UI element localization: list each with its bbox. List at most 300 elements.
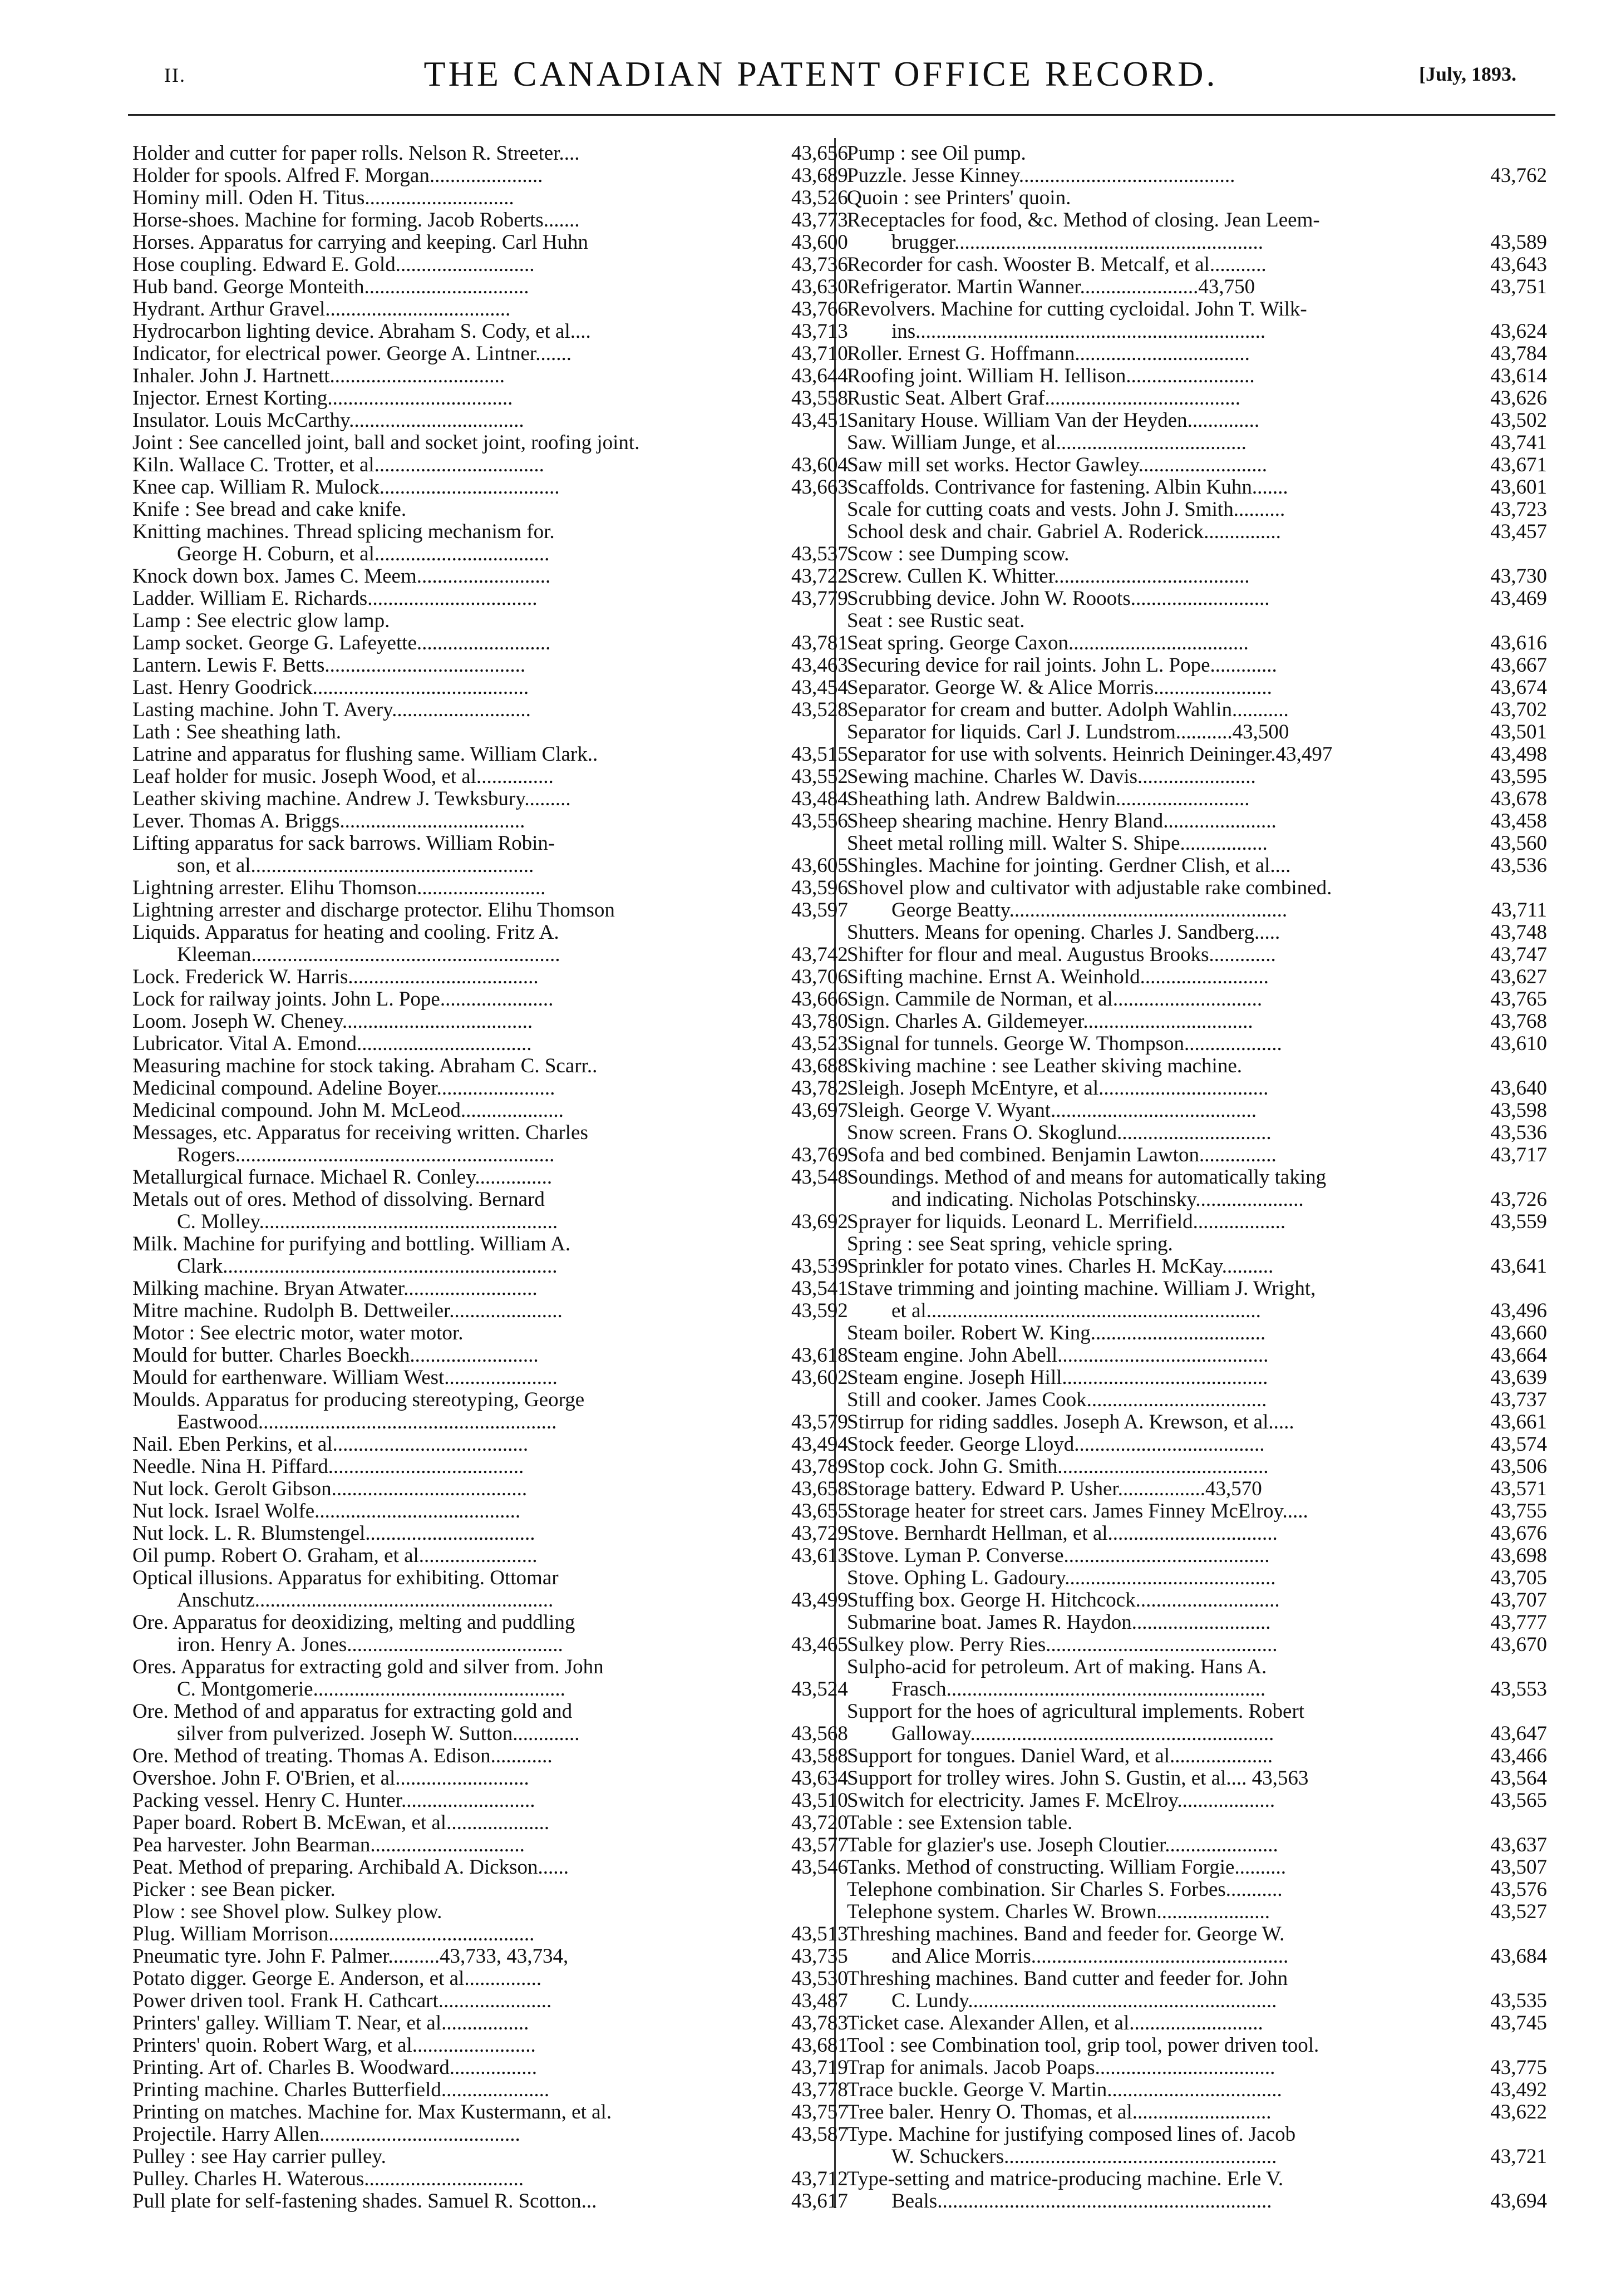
- entry-text: Ore. Apparatus for deoxidizing, melting and puddling: [132, 1612, 575, 1634]
- index-entry: [132, 321, 867, 343]
- index-entry: [847, 565, 1548, 588]
- entry-text: Scaffolds. Contrivance for fastening. Albin Kuhn.......: [847, 476, 1288, 499]
- entry-text: Saw mill set works. Hector Gawley.........................: [847, 454, 1267, 476]
- index-entry: [847, 1344, 1548, 1367]
- index-entry: [847, 1678, 1548, 1701]
- patent-number: 43,719: [791, 2057, 848, 2079]
- index-entry: [847, 610, 1548, 632]
- entry-text: Stock feeder. George Lloyd.....................................: [847, 1433, 1265, 1456]
- entry-text: Packing vessel. Henry C. Hunter..........................: [132, 1790, 535, 1812]
- patent-number: 43,610: [1490, 1033, 1547, 1055]
- patent-number: 43,777: [1490, 1612, 1547, 1634]
- patent-number: 43,784: [1490, 343, 1547, 365]
- patent-number: 43,667: [1490, 654, 1547, 677]
- index-entry: [847, 1100, 1548, 1122]
- entry-text: Messages, etc. Apparatus for receiving written. Charles: [132, 1122, 588, 1144]
- index-entry: [132, 209, 867, 231]
- index-entry: [132, 432, 867, 454]
- entry-text: Sofa and bed combined. Benjamin Lawton...............: [847, 1144, 1277, 1166]
- index-entry: [132, 165, 867, 187]
- patent-number: 43,541: [791, 1278, 848, 1300]
- entry-text: Milk. Machine for purifying and bottling. William A.: [132, 1233, 571, 1255]
- entry-text: Eastwood..........................................................: [177, 1411, 557, 1433]
- index-entry: [847, 432, 1548, 454]
- index-entry: [132, 1344, 867, 1367]
- entry-text: Separator for cream and butter. Adolph Wahlin...........: [847, 699, 1289, 721]
- index-entry: [132, 1255, 867, 1278]
- entry-text: Roller. Ernest G. Hoffmann..................................: [847, 343, 1250, 365]
- patent-number: 43,597: [791, 899, 848, 922]
- patent-number: 43,589: [1490, 231, 1547, 254]
- entry-text: Telephone system. Charles W. Brown......................: [847, 1901, 1270, 1923]
- index-entry: [132, 788, 867, 810]
- entry-text: Type. Machine for justifying composed lines of. Jacob: [847, 2123, 1296, 2146]
- entry-text: Beals.................................................................: [891, 2190, 1272, 2213]
- entry-text: Threshing machines. Band cutter and feeder for. John: [847, 1968, 1288, 1990]
- index-entry: [847, 2034, 1548, 2057]
- index-entry: [132, 1189, 867, 1211]
- index-entry: [847, 1634, 1548, 1656]
- right-column: [847, 142, 1547, 2213]
- page-number: II.: [164, 64, 186, 86]
- patent-number: 43,663: [791, 476, 848, 499]
- index-entry: [132, 2190, 867, 2213]
- entry-text: Trace buckle. George V. Martin..................................: [847, 2079, 1282, 2101]
- index-entry: [847, 1255, 1548, 1278]
- patent-number: 43,601: [1490, 476, 1547, 499]
- patent-number: 43,602: [791, 1367, 848, 1389]
- entry-text: brugger............................................................: [891, 231, 1264, 254]
- entry-text: Mould for earthenware. William West......................: [132, 1367, 558, 1389]
- entry-text: Receptacles for food, &c. Method of closing. Jean Leem-: [847, 209, 1320, 231]
- patent-number: 43,507: [1490, 1856, 1547, 1879]
- patent-number: 43,457: [1490, 521, 1547, 543]
- entry-text: Printing machine. Charles Butterfield.....................: [132, 2079, 550, 2101]
- index-entry: [132, 632, 867, 654]
- index-entry: [132, 588, 867, 610]
- patent-number: 43,707: [1490, 1589, 1547, 1612]
- index-entry: [132, 2168, 867, 2190]
- entry-text: George Beatty......................................................: [891, 899, 1288, 922]
- index-entry: [847, 2123, 1548, 2146]
- entry-text: Nut lock. Israel Wolfe........................................: [132, 1500, 521, 1523]
- index-entry: [132, 1300, 867, 1322]
- patent-number: 43,618: [791, 1344, 848, 1367]
- index-entry: [132, 1478, 867, 1500]
- patent-number: 43,536: [1490, 1122, 1547, 1144]
- entry-text: Potato digger. George E. Anderson, et al...............: [132, 1968, 542, 1990]
- index-entry: [132, 1634, 867, 1656]
- index-entry: [847, 1500, 1548, 1523]
- patent-number: 43,539: [791, 1255, 848, 1278]
- patent-number: 43,745: [1490, 2012, 1547, 2034]
- entry-text: Plug. William Morrison........................................: [132, 1923, 535, 1945]
- index-entry: [132, 699, 867, 721]
- index-entry: [132, 1968, 867, 1990]
- patent-number: 43,729: [791, 1523, 848, 1545]
- entry-text: C. Lundy............................................................: [891, 1990, 1277, 2012]
- patent-number: 43,783: [791, 2012, 848, 2034]
- entry-text: Support for the hoes of agricultural implements. Robert: [847, 1701, 1305, 1723]
- index-entry: [847, 209, 1548, 231]
- index-entry: [132, 1433, 867, 1456]
- patent-number: 43,574: [1490, 1433, 1547, 1456]
- entry-text: Rogers..............................................................: [177, 1144, 555, 1166]
- entry-text: Hydrocarbon lighting device. Abraham S. Cody, et al....: [132, 321, 591, 343]
- entry-text: Steam engine. Joseph Hill........................................: [847, 1367, 1268, 1389]
- index-entry: [132, 922, 867, 944]
- patent-number: 43,674: [1490, 677, 1547, 699]
- index-entry: [132, 410, 867, 432]
- entry-text: Scow : see Dumping scow.: [847, 543, 1070, 565]
- entry-text: Needle. Nina H. Piffard......................................: [132, 1456, 524, 1478]
- index-entry: [847, 1567, 1548, 1589]
- patent-number: 43,782: [791, 1077, 848, 1100]
- index-entry: [132, 2012, 867, 2034]
- entry-text: Indicator, for electrical power. George A. Lintner.......: [132, 343, 571, 365]
- entry-text: Motor : See electric motor, water motor.: [132, 1322, 464, 1344]
- entry-text: Securing device for rail joints. John L. Pope.............: [847, 654, 1277, 677]
- index-entry: [847, 2012, 1548, 2034]
- patent-number: 43,641: [1490, 1255, 1547, 1278]
- patent-number: 43,515: [791, 743, 848, 766]
- entry-text: Ore. Method of treating. Thomas A. Edison............: [132, 1745, 553, 1767]
- index-entry: [847, 1166, 1548, 1189]
- entry-text: ins....................................................................: [891, 321, 1266, 343]
- index-entry: [132, 2101, 867, 2123]
- patent-number: 43,587: [791, 2123, 848, 2146]
- patent-number: 43,451: [791, 410, 848, 432]
- index-entry: [847, 1523, 1548, 1545]
- index-entry: [847, 632, 1548, 654]
- patent-number: 43,655: [791, 1500, 848, 1523]
- entry-text: Pump : see Oil pump.: [847, 142, 1026, 165]
- patent-number: 43,775: [1490, 2057, 1547, 2079]
- patent-number: 43,630: [791, 276, 848, 298]
- entry-text: Sifting machine. Ernst A. Weinhold.........................: [847, 966, 1269, 988]
- entry-text: Table for glazier's use. Joseph Cloutier......................: [847, 1834, 1278, 1856]
- entry-text: C. Molley..........................................................: [177, 1211, 558, 1233]
- index-entry: [132, 1122, 867, 1144]
- index-entry: [132, 387, 867, 410]
- entry-text: Knock down box. James C. Meem..........................: [132, 565, 551, 588]
- entry-text: Tree baler. Henry O. Thomas, et al...........................: [847, 2101, 1272, 2123]
- entry-text: Screw. Cullen K. Whitter......................................: [847, 565, 1250, 588]
- patent-number: 43,579: [791, 1411, 848, 1433]
- entry-text: Lamp socket. George G. Lafeyette..........................: [132, 632, 551, 654]
- patent-number: 43,502: [1490, 410, 1547, 432]
- entry-text: Lever. Thomas A. Briggs....................................: [132, 810, 525, 832]
- entry-text: Leaf holder for music. Joseph Wood, et al...............: [132, 766, 554, 788]
- index-entry: [847, 254, 1548, 276]
- patent-number: 43,661: [1490, 1411, 1547, 1433]
- index-entry: [847, 165, 1548, 187]
- index-entry: [132, 610, 867, 632]
- entry-text: Lightning arrester. Elihu Thomson.........................: [132, 877, 546, 899]
- patent-number: 43,548: [791, 1166, 848, 1189]
- patent-number: 43,681: [791, 2034, 848, 2057]
- patent-number: 43,616: [1490, 632, 1547, 654]
- entry-text: Sulpho-acid for petroleum. Art of making. Hans A.: [847, 1656, 1267, 1678]
- index-entry: [132, 654, 867, 677]
- patent-number: 43,705: [1490, 1567, 1547, 1589]
- index-entry: [847, 721, 1548, 743]
- patent-number: 43,720: [791, 1812, 848, 1834]
- index-entry: [132, 2079, 867, 2101]
- index-entry: [847, 1389, 1548, 1411]
- index-entry: [132, 1656, 867, 1678]
- index-entry: [847, 1656, 1548, 1678]
- entry-text: Latrine and apparatus for flushing same. William Clark..: [132, 743, 598, 766]
- index-entry: [847, 1411, 1548, 1433]
- index-entry: [847, 1589, 1548, 1612]
- index-entry: [132, 944, 867, 966]
- index-entry: [132, 1589, 867, 1612]
- index-entry: [847, 1278, 1548, 1300]
- index-entry: [847, 654, 1548, 677]
- index-entry: [132, 1767, 867, 1790]
- index-entry: [847, 766, 1548, 788]
- index-entry: [847, 410, 1548, 432]
- entry-text: Milking machine. Bryan Atwater..........................: [132, 1278, 538, 1300]
- entry-text: Lightning arrester and discharge protector. Elihu Thomson: [132, 899, 615, 922]
- entry-text: Lock for railway joints. John L. Pope......................: [132, 988, 554, 1011]
- patent-number: 43,736: [791, 254, 848, 276]
- entry-text: Sprinkler for potato vines. Charles H. McKay..........: [847, 1255, 1274, 1278]
- patent-number: 43,741: [1490, 432, 1547, 454]
- entry-text: son, et al.......................................................: [177, 855, 534, 877]
- index-entry: [847, 1945, 1548, 1968]
- entry-text: Scale for cutting coats and vests. John J. Smith..........: [847, 499, 1285, 521]
- entry-text: Leather skiving machine. Andrew J. Tewksbury.........: [132, 788, 571, 810]
- index-entry: [132, 499, 867, 521]
- entry-text: Paper board. Robert B. McEwan, et al....................: [132, 1812, 550, 1834]
- patent-number: 43,626: [1490, 387, 1547, 410]
- entry-text: Ladder. William E. Richards.................................: [132, 588, 538, 610]
- patent-number: 43,730: [1490, 565, 1547, 588]
- patent-number: 43,469: [1490, 588, 1547, 610]
- patent-number: 43,735: [791, 1945, 848, 1968]
- entry-text: Nail. Eben Perkins, et al......................................: [132, 1433, 529, 1456]
- entry-text: Sign. Cammile de Norman, et al.............................: [847, 988, 1263, 1011]
- index-entry: [132, 1144, 867, 1166]
- index-entry: [847, 1011, 1548, 1033]
- entry-text: Hydrant. Arthur Gravel....................................: [132, 298, 511, 321]
- entry-text: Submarine boat. James R. Haydon...........................: [847, 1612, 1271, 1634]
- index-entry: [847, 699, 1548, 721]
- index-entry: [847, 454, 1548, 476]
- entry-text: and indicating. Nicholas Potschinsky.....................: [891, 1189, 1304, 1211]
- patent-number: 43,568: [791, 1723, 848, 1745]
- patent-number: 43,528: [791, 699, 848, 721]
- index-entry: [847, 1456, 1548, 1478]
- patent-number: 43,501: [1490, 721, 1547, 743]
- entry-text: Measuring machine for stock taking. Abraham C. Scarr..: [132, 1055, 598, 1077]
- patent-number: 43,656: [791, 142, 848, 165]
- entry-text: Nut lock. L. R. Blumstengel.................................: [132, 1523, 535, 1545]
- entry-text: Lubricator. Vital A. Emond..................................: [132, 1033, 532, 1055]
- entry-text: Pulley. Charles H. Waterous...............................: [132, 2168, 524, 2190]
- index-entry: [132, 988, 867, 1011]
- patent-number: 43,706: [791, 966, 848, 988]
- index-entry: [132, 1812, 867, 1834]
- index-entry: [132, 543, 867, 565]
- index-entry: [132, 855, 867, 877]
- patent-number: 43,465: [791, 1634, 848, 1656]
- entry-text: Insulator. Louis McCarthy..................................: [132, 410, 524, 432]
- index-entry: [132, 2123, 867, 2146]
- patent-number: 43,742: [791, 944, 848, 966]
- entry-text: Anschutz..........................................................: [177, 1589, 554, 1612]
- entry-text: Scrubbing device. John W. Rooots...........................: [847, 588, 1270, 610]
- index-entry: [847, 476, 1548, 499]
- patent-number: 43,779: [791, 588, 848, 610]
- entry-text: Medicinal compound. Adeline Boyer.......................: [132, 1077, 555, 1100]
- index-entry: [847, 810, 1548, 832]
- patent-number: 43,773: [791, 209, 848, 231]
- index-entry: [132, 1701, 867, 1723]
- entry-text: Separator. George W. & Alice Morris.......................: [847, 677, 1272, 699]
- entry-text: Sewing machine. Charles W. Davis.......................: [847, 766, 1256, 788]
- index-entry: [847, 1300, 1548, 1322]
- index-entry: [132, 1834, 867, 1856]
- patent-number: 43,678: [1490, 788, 1547, 810]
- index-entry: [847, 2190, 1548, 2213]
- index-entry: [847, 543, 1548, 565]
- patent-number: 43,487: [791, 1990, 848, 2012]
- index-entry: [847, 2079, 1548, 2101]
- entry-text: Pull plate for self-fastening shades. Samuel R. Scotton...: [132, 2190, 597, 2213]
- index-entry: [132, 677, 867, 699]
- patent-number: 43,604: [791, 454, 848, 476]
- patent-number: 43,755: [1490, 1500, 1547, 1523]
- entry-text: Metallurgical furnace. Michael R. Conley...............: [132, 1166, 553, 1189]
- patent-number: 43,768: [1490, 1011, 1547, 1033]
- patent-number: 43,524: [791, 1678, 848, 1701]
- entry-text: Sign. Charles A. Gildemeyer.................................: [847, 1011, 1253, 1033]
- patent-number: 43,639: [1490, 1367, 1547, 1389]
- entry-text: Lath : See sheathing lath.: [132, 721, 342, 743]
- index-entry: [132, 1278, 867, 1300]
- entry-text: Steam engine. John Abell.........................................: [847, 1344, 1269, 1367]
- patent-number: 43,780: [791, 1011, 848, 1033]
- entry-text: Telephone combination. Sir Charles S. Forbes...........: [847, 1879, 1283, 1901]
- index-entry: [847, 321, 1548, 343]
- patent-number: 43,559: [1490, 1211, 1547, 1233]
- index-entry: [847, 855, 1548, 877]
- entry-text: et al.................................................................: [891, 1300, 1261, 1322]
- entry-text: Stove. Bernhardt Hellman, et al.................................: [847, 1523, 1278, 1545]
- entry-text: Pea harvester. John Bearman..............................: [132, 1834, 525, 1856]
- patent-number: 43,640: [1490, 1077, 1547, 1100]
- index-entry: [132, 276, 867, 298]
- patent-number: 43,660: [1490, 1322, 1547, 1344]
- index-entry: [132, 476, 867, 499]
- index-entry: [132, 1233, 867, 1255]
- entry-text: Soundings. Method of and means for automatically taking: [847, 1166, 1327, 1189]
- entry-text: Moulds. Apparatus for producing stereotyping, George: [132, 1389, 585, 1411]
- index-entry: [847, 899, 1548, 922]
- entry-text: Trap for animals. Jacob Poaps...................................: [847, 2057, 1275, 2079]
- entry-text: Tool : see Combination tool, grip tool, power driven tool.: [847, 2034, 1319, 2057]
- index-entry: [847, 1968, 1548, 1990]
- index-entry: [132, 1545, 867, 1567]
- entry-text: W. Schuckers.....................................................: [891, 2146, 1277, 2168]
- patent-number: 43,600: [791, 231, 848, 254]
- entry-text: Power driven tool. Frank H. Cathcart......................: [132, 1990, 552, 2012]
- entry-text: Table : see Extension table.: [847, 1812, 1073, 1834]
- index-entry: [132, 1856, 867, 1879]
- patent-number: 43,596: [791, 877, 848, 899]
- patent-number: 43,536: [1490, 855, 1547, 877]
- patent-number: 43,694: [1490, 2190, 1547, 2213]
- index-entry: [132, 2057, 867, 2079]
- patent-number: 43,506: [1490, 1456, 1547, 1478]
- entry-text: Joint : See cancelled joint, ball and socket joint, roofing joint.: [132, 432, 640, 454]
- entry-text: Picker : see Bean picker.: [132, 1879, 336, 1901]
- index-entry: [847, 343, 1548, 365]
- index-entry: [132, 1790, 867, 1812]
- index-entry: [132, 1166, 867, 1189]
- entry-text: Still and cooker. James Cook...................................: [847, 1389, 1267, 1411]
- index-entry: [847, 677, 1548, 699]
- entry-text: Ore. Method of and apparatus for extracting gold and: [132, 1701, 573, 1723]
- entry-text: Lamp : See electric glow lamp.: [132, 610, 390, 632]
- patent-number: 43,781: [791, 632, 848, 654]
- index-entry: [847, 1478, 1548, 1500]
- index-entry: [132, 1055, 867, 1077]
- entry-text: Switch for electricity. James F. McElroy...................: [847, 1790, 1275, 1812]
- index-entry: [132, 877, 867, 899]
- patent-number: 43,765: [1490, 988, 1547, 1011]
- patent-number: 43,710: [791, 343, 848, 365]
- patent-number: 43,577: [791, 1834, 848, 1856]
- entry-text: Kleeman............................................................: [177, 944, 560, 966]
- entry-text: Printing on matches. Machine for. Max Kustermann, et al.: [132, 2101, 612, 2123]
- entry-text: Peat. Method of preparing. Archibald A. Dickson......: [132, 1856, 569, 1879]
- entry-text: Knitting machines. Thread splicing mechanism for.: [132, 521, 555, 543]
- index-entry: [847, 387, 1548, 410]
- patent-number: 43,644: [791, 365, 848, 387]
- entry-text: Galloway...........................................................: [891, 1723, 1274, 1745]
- entry-text: Storage heater for street cars. James Finney McElroy.....: [847, 1500, 1308, 1523]
- index-entry: [847, 1612, 1548, 1634]
- patent-number: 43,670: [1490, 1634, 1547, 1656]
- issue-date: [July, 1893.: [1418, 63, 1516, 85]
- index-entry: [847, 1211, 1548, 1233]
- patent-number: 43,671: [1490, 454, 1547, 476]
- entry-text: George H. Coburn, et al..................................: [177, 543, 550, 565]
- entry-text: Refrigerator. Martin Wanner.......................43,750: [847, 276, 1255, 298]
- entry-text: Oil pump. Robert O. Graham, et al.......................: [132, 1545, 538, 1567]
- index-entry: [132, 2146, 867, 2168]
- index-entry: [132, 1723, 867, 1745]
- index-entry: [132, 810, 867, 832]
- patent-number: 43,722: [791, 565, 848, 588]
- index-entry: [847, 2146, 1548, 2168]
- index-entry: [847, 922, 1548, 944]
- index-entry: [132, 231, 867, 254]
- patent-number: 43,494: [791, 1433, 848, 1456]
- entry-text: Skiving machine : see Leather skiving machine.: [847, 1055, 1242, 1077]
- index-entry: [132, 1077, 867, 1100]
- patent-number: 43,664: [1490, 1344, 1547, 1367]
- index-entry: [132, 721, 867, 743]
- index-entry: [847, 499, 1548, 521]
- entry-text: Rustic Seat. Albert Graf......................................: [847, 387, 1241, 410]
- entry-text: Printers' galley. William T. Near, et al.................: [132, 2012, 529, 2034]
- index-entry: [847, 1723, 1548, 1745]
